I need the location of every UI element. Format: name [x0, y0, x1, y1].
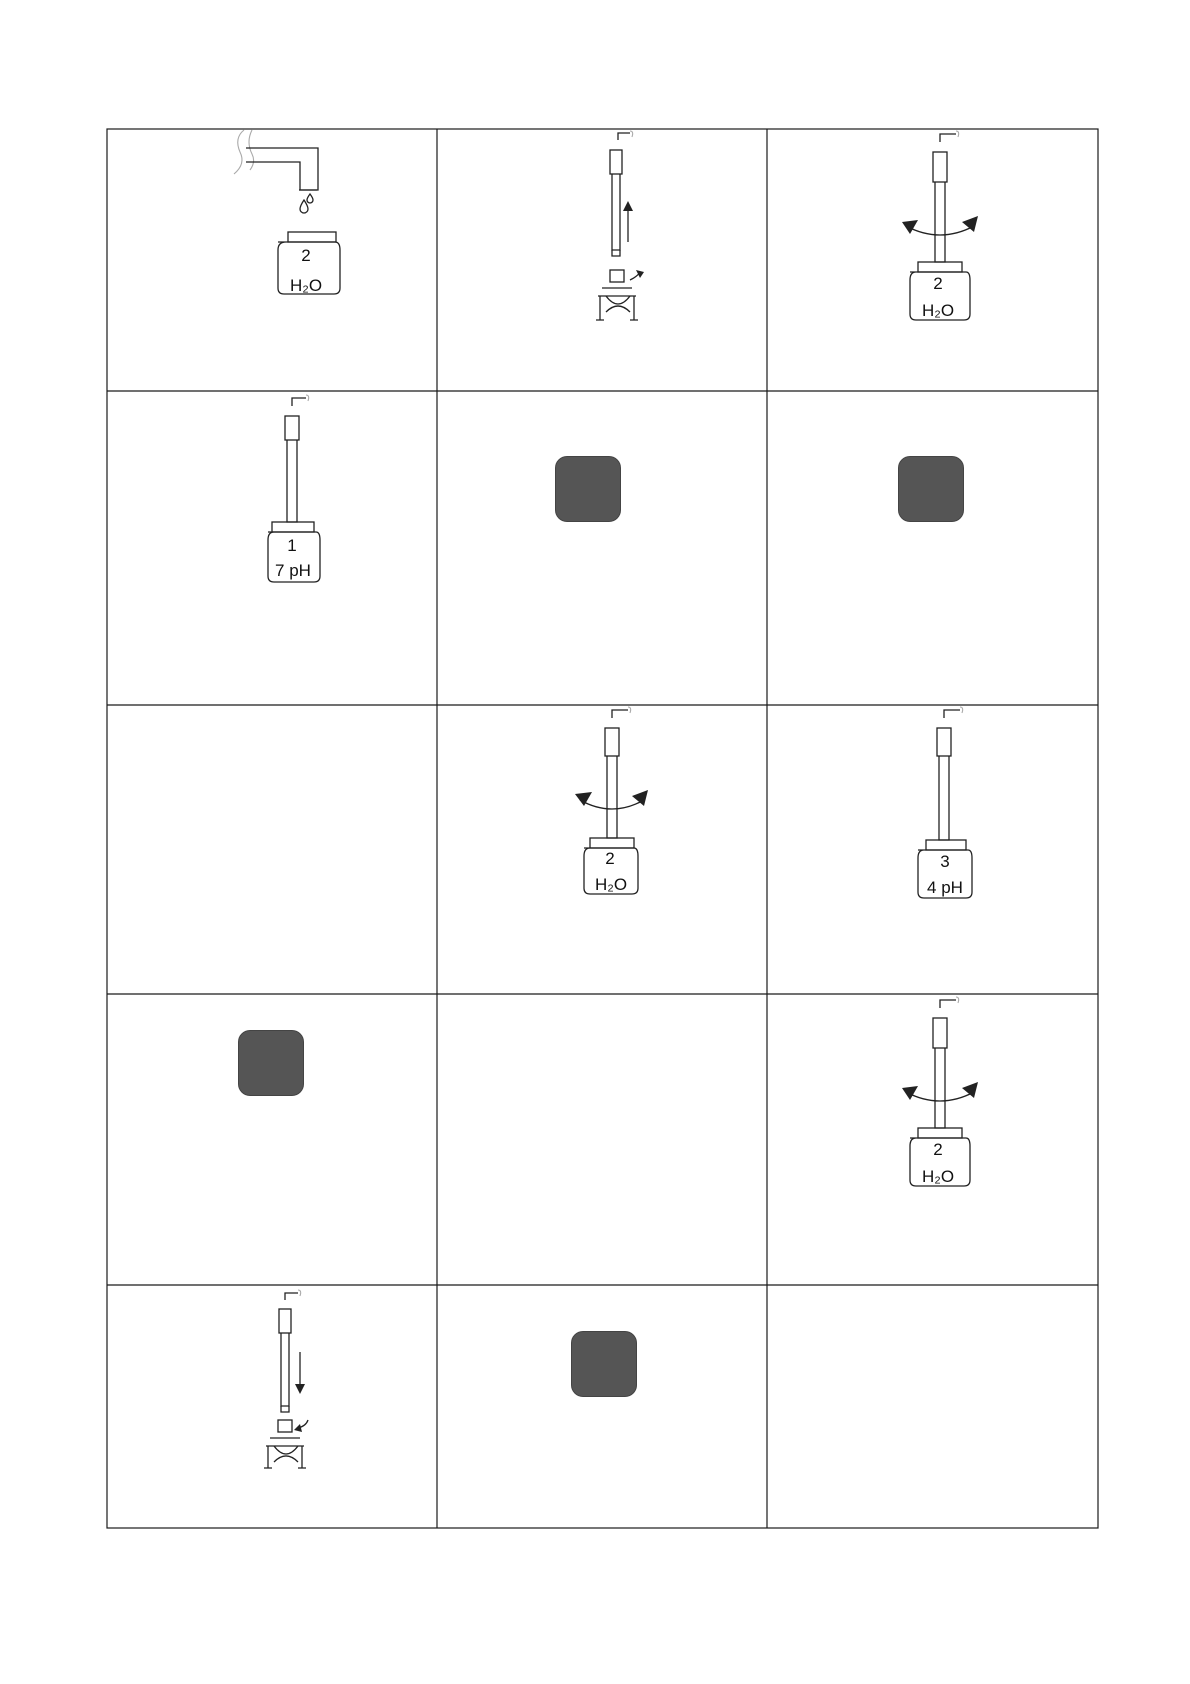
probe-insert-icon [264, 1290, 308, 1468]
bottle-number: 3 [940, 852, 950, 871]
bottle-label: H₂O [289, 276, 323, 295]
bottle-number: 2 [301, 246, 311, 265]
bottle-number: 2 [933, 274, 943, 293]
bottle-number: 2 [605, 849, 615, 868]
bottle-number: 1 [287, 536, 297, 555]
bottle-number: 2 [933, 1140, 943, 1159]
bottle-label: H₂O [921, 301, 955, 320]
bottle-label: 7 pH [275, 561, 311, 580]
dark-square-button[interactable] [571, 1331, 637, 1397]
bottle-label: H₂O [921, 1167, 955, 1186]
bottle-label: H₂O [594, 875, 628, 894]
bottle-label: 4 pH [927, 878, 963, 897]
